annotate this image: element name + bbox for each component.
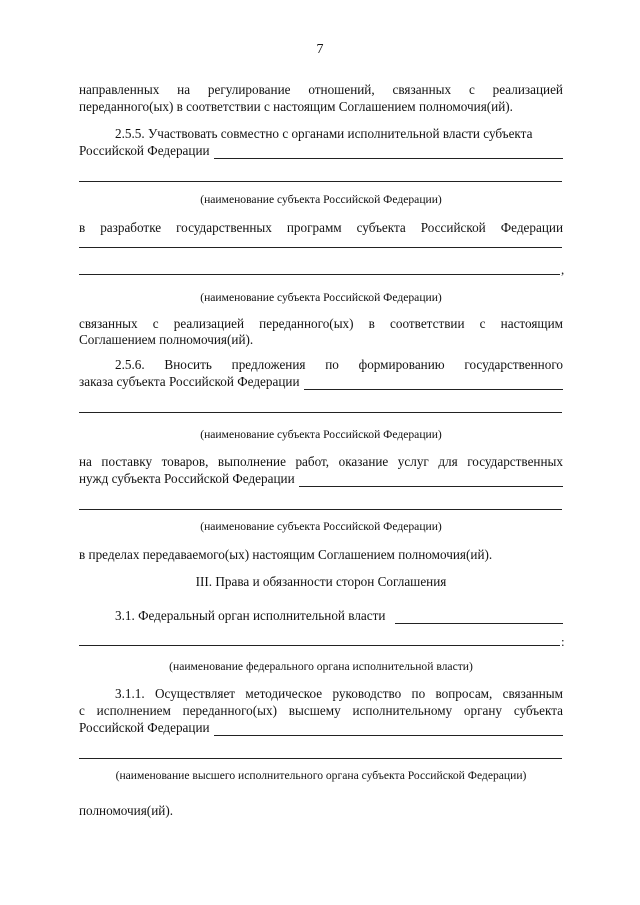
blank-fill-line[interactable] (79, 412, 562, 413)
blank-fill-line[interactable] (79, 509, 562, 510)
paragraph-line: направленных на регулирование отношений, связанных с реализацией (79, 82, 563, 97)
paragraph-line: Соглашением полномочия(ий). (79, 332, 254, 347)
paragraph-line: полномочия(ий). (79, 803, 174, 818)
caption-higher-body: (наименование высшего исполнительного органа субъекта Российской Федерации) (115, 769, 527, 782)
blank-fill-line[interactable] (79, 181, 562, 182)
paragraph-line-with-blank (79, 471, 563, 487)
clause-text: нужд субъекта Российской Федерации (79, 471, 295, 486)
clause-3-1 (115, 608, 563, 624)
caption-federal: (наименование федерального органа исполнительной власти) (169, 660, 473, 673)
blank-fill-line[interactable] (79, 274, 560, 275)
paragraph-line: в пределах передаваемого(ых) настоящим Соглашением полномочия(ий). (79, 547, 493, 562)
clause-2-5-6-line2 (79, 374, 563, 390)
blank-fill-line[interactable] (299, 474, 563, 487)
caption-subject: (наименование субъекта Российской Федерации) (200, 428, 442, 441)
section-heading: III. Права и обязанности сторон Соглашения (195, 574, 447, 589)
colon-mark: : (561, 634, 565, 649)
blank-fill-line[interactable] (214, 146, 563, 159)
caption-subject: (наименование субъекта Российской Федерации) (200, 291, 442, 304)
caption-subject: (наименование субъекта Российской Федерации) (200, 520, 442, 533)
clause-2-5-5-line2 (79, 143, 563, 159)
blank-fill-line[interactable] (79, 758, 562, 759)
comma-mark: , (561, 262, 565, 277)
paragraph-line: переданного(ых) в соответствии с настоящим Соглашением полномочия(ий). (79, 99, 513, 114)
blank-fill-line[interactable] (79, 247, 562, 248)
page-number: 7 (316, 42, 324, 57)
clause-text: 3.1. Федеральный орган исполнительной власти (115, 608, 386, 623)
caption-subject: (наименование субъекта Российской Федерации) (200, 193, 442, 206)
paragraph-line-with-blank (79, 720, 563, 736)
paragraph-line: на поставку товаров, выполнение работ, оказание услуг для государственных (79, 454, 563, 469)
clause-text: Российской Федерации (79, 720, 210, 735)
clause-text: заказа субъекта Российской Федерации (79, 374, 300, 389)
clause-3-1-1: 3.1.1. Осуществляет методическое руководство по вопросам, связанным (115, 686, 563, 701)
paragraph-line: связанных с реализацией переданного(ых) в соответствии с настоящим (79, 316, 563, 331)
clause-2-5-5: 2.5.5. Участвовать совместно с органами исполнительной власти субъекта (115, 126, 533, 141)
blank-fill-line[interactable] (79, 645, 560, 646)
paragraph-line: с исполнением переданного(ых) высшему исполнительному органу субъекта (79, 703, 563, 718)
clause-2-5-6: 2.5.6. Вносить предложения по формированию государственного (115, 357, 563, 372)
clause-text: Российской Федерации (79, 143, 210, 158)
blank-fill-line[interactable] (214, 723, 563, 736)
blank-fill-line[interactable] (395, 611, 563, 624)
blank-fill-line[interactable] (304, 377, 563, 390)
paragraph-line: в разработке государственных программ субъекта Российской Федерации (79, 220, 563, 235)
